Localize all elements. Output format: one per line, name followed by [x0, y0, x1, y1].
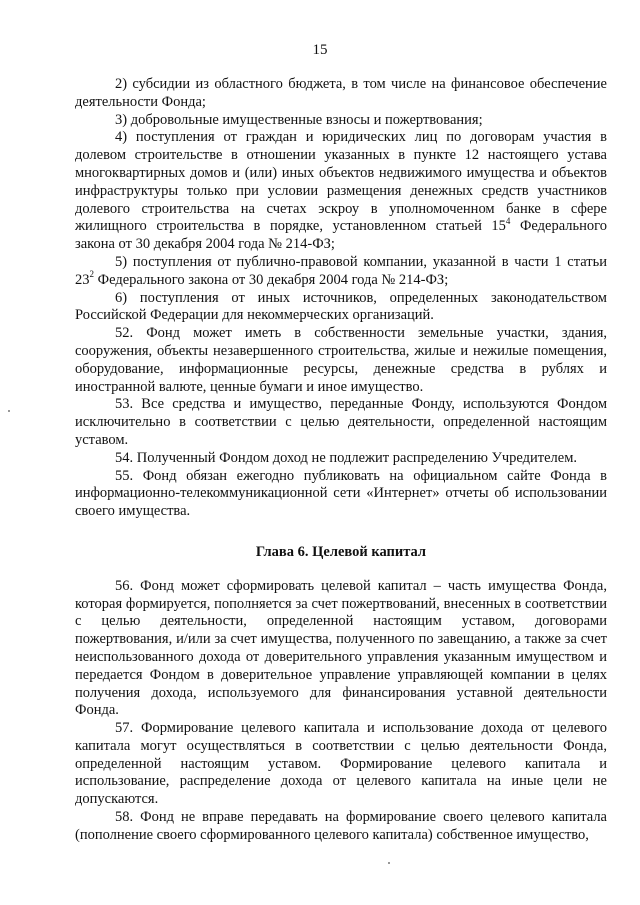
paragraph-2: 2) субсидии из областного бюджета, в том числе на финансовое обеспечение деятельности Фонда;: [75, 76, 607, 110]
paragraph-4: [75, 129, 607, 254]
paragraph-4-tail: Федерального закона от 30 декабря 2004 года № 214-ФЗ;: [75, 218, 607, 253]
paragraph-52: 52. Фонд может иметь в собственности земельные участки, здания, сооружения, объекты незавершенного строительства, жилые и нежилые помещения, оборудование, информационные ресурсы, денежные средства в рублях и иностранной валюте, ценные бумаги и иное имущество.: [75, 325, 607, 395]
paragraph-54: 54. Полученный Фондом доход не подлежит распределению Учредителем.: [115, 449, 578, 466]
paragraph-58: 58. Фонд не вправе передавать на формирование своего целевого капитала (пополнение своего сформированного целевого капитала) собственное имущество,: [75, 809, 607, 843]
chapter-heading: Глава 6. Целевой капитал: [255, 543, 427, 560]
page-number: 15: [312, 42, 328, 58]
paragraph-6: 6) поступления от иных источников, определенных законодательством Российской Федерации для некоммерческих организаций.: [75, 289, 607, 324]
paragraph-5: [75, 254, 607, 290]
paragraph-56: 56. Фонд может сформировать целевой капитал – часть имущества Фонда, которая формируется, пополняется за счет пожертвований, внесенных в соответствии с целью деятельности, определенной настоящим уставом, договорами пожертвования, и/или за счет имущества, полученного по завещанию, а также за счет неиспользованного дохода от доверительного управления указанным имуществом и передается Фондом в доверительное управление управляющей компании в целях получения дохода, используемого для финансирования уставной деятельности Фонда.: [75, 577, 607, 719]
scan-speck: [388, 862, 390, 864]
paragraph-55: 55. Фонд обязан ежегодно публиковать на официальном сайте Фонда в информационно-телекоммуникационной сети «Интернет» отчеты об использовании своего имущества.: [75, 467, 607, 520]
superscript: 2: [89, 268, 94, 279]
paragraph-3: 3) добровольные имущественные взносы и пожертвования;: [115, 111, 483, 128]
paragraph-53: 53. Все средства и имущество, переданные Фонду, используются Фондом исключительно в соответствии с целью деятельности, определенной настоящим уставом.: [75, 396, 607, 448]
superscript: 4: [505, 215, 511, 226]
document-body: [75, 76, 607, 845]
paragraph-5-text: 5) поступления от публично-правовой компании, указанной в части 1 статьи 23: [75, 253, 607, 288]
paragraph-4-text: 4) поступления от граждан и юридических лиц по договорам участия в долевом строительстве в отношении указанных в пункте 12 настоящего устава многоквартирных домов и (или) иных объектов недвижимого имущества и объектов инфраструктуры только при условии размещения денежных средств участников долевого строительства на счетах эскроу в уполномоченном банке в сфере жилищного строительства в порядке, установленном статьей 15: [75, 129, 607, 235]
paragraph-5-tail: Федерального закона от 30 декабря 2004 года № 214-ФЗ;: [94, 271, 449, 288]
paragraph-57: 57. Формирование целевого капитала и использование дохода от целевого капитала могут осуществляться в соответствии с целью деятельности Фонда, определенной настоящим уставом. Формирование целевого капитала и использование, распределение дохода от целевого капитала на иные цели не допускаются.: [75, 720, 607, 808]
scan-speck: [8, 410, 10, 412]
